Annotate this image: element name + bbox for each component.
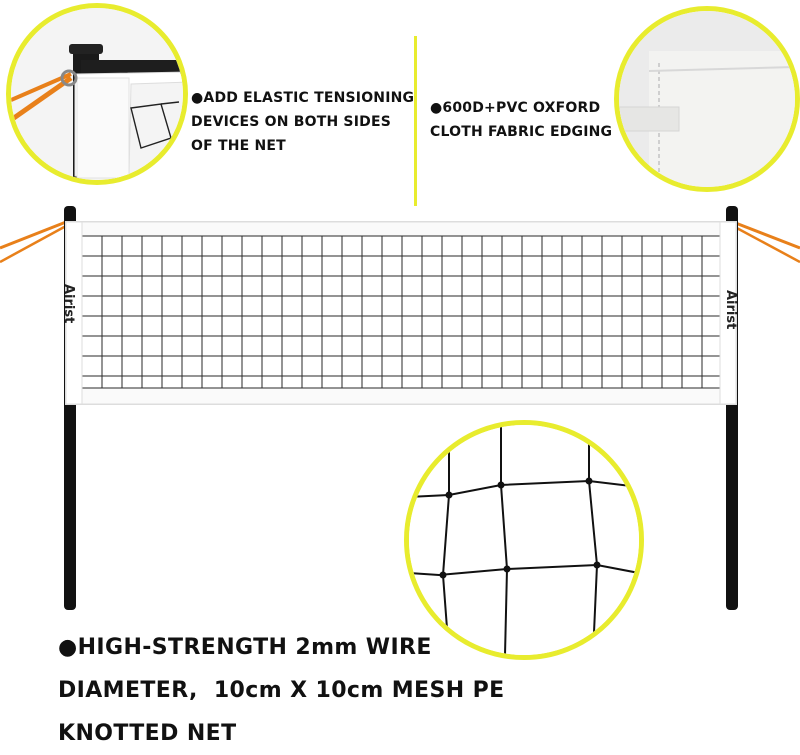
mesh-closeup-illustration [409,425,639,655]
elastic-tensioner-illustration [11,8,183,180]
volleyball-net-illustration [0,200,800,620]
caption-elastic-line-3: OF THE NET [191,138,286,154]
caption-fabric-line-2: CLOTH FABRIC EDGING [430,124,613,140]
caption-mesh-line-3: KNOTTED NET [58,721,237,746]
zoom-elastic-tensioner [6,3,188,185]
fabric-edging-illustration [619,11,795,187]
zoom-fabric-edging [614,6,800,192]
caption-mesh-line-1: ●HIGH-STRENGTH 2mm WIRE [58,635,432,660]
caption-fabric [430,96,612,144]
caption-fabric-line-1: ●600D+PVC OXFORD [430,100,601,116]
zoom-mesh [404,420,644,660]
caption-mesh [58,626,505,755]
brand-label-left: Airist [61,284,76,324]
brand-label-right: Airist [723,290,738,330]
caption-divider [414,36,417,206]
caption-elastic-line-1: ●ADD ELASTIC TENSIONING [191,90,415,106]
caption-elastic-line-2: DEVICES ON BOTH SIDES [191,114,391,130]
caption-mesh-line-2: DIAMETER, 10cm X 10cm MESH PE [58,678,505,703]
caption-elastic [191,86,414,158]
